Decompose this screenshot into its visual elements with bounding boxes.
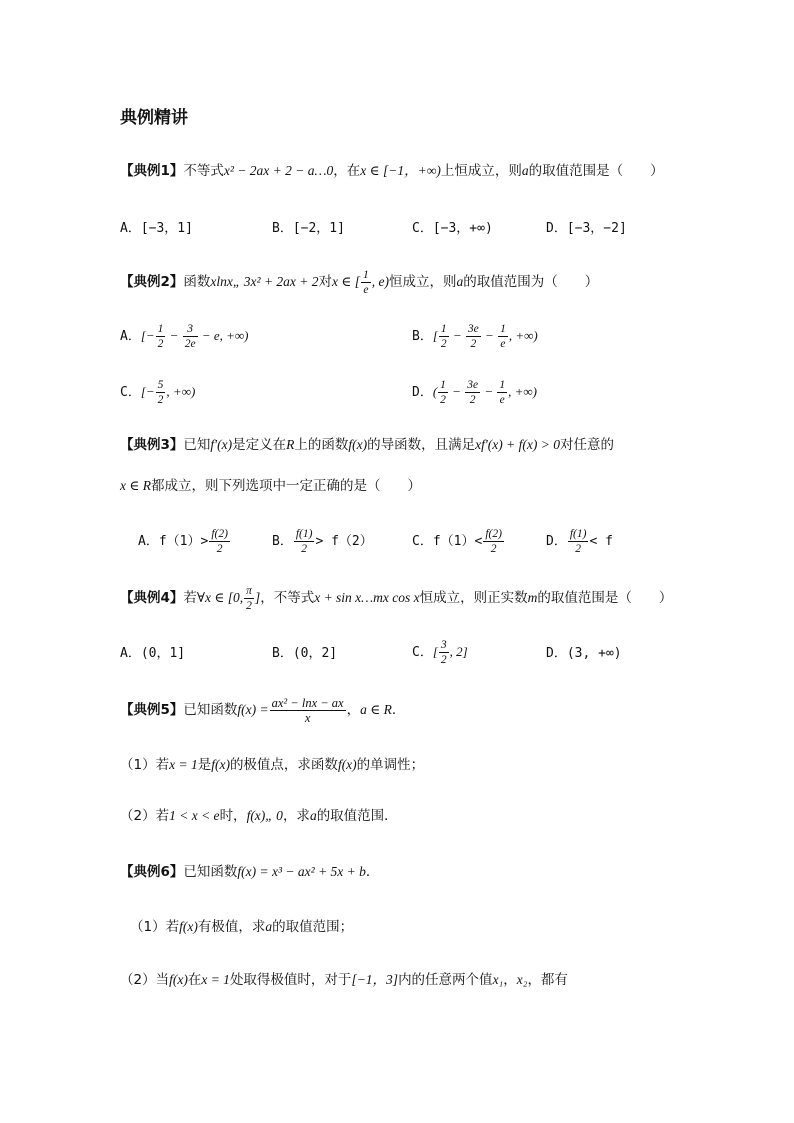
example-3-tag: 【典例3】 (120, 437, 184, 453)
example-4-option-a[interactable]: A．(0，1] (120, 646, 186, 661)
example-6-part-2: （2）当f(x)在x = 1处取得极值时，对于[−1，3]内的任意两个值x₁，x₂，都有 (120, 972, 568, 988)
example-5-part-1: （1）若x = 1是f(x)的极值点，求函数f(x)的单调性； (120, 757, 425, 773)
example-2-inequality: xlnx„ 3x² + 2ax + 2 (210, 274, 319, 289)
example-3-question-line-1: 【典例3】已知f′(x)是定义在R上的函数f(x)的导函数，且满足xf′(x) + f(x) > 0对任意的 (120, 437, 614, 453)
example-1-text: ，在 (333, 163, 361, 179)
example-6-question: 【典例6】已知函数f(x) = x³ − ax² + 5x + b． (120, 864, 380, 880)
example-3-option-d[interactable]: D． $\frac{f(1)}{2}$ < f (546, 528, 613, 555)
example-2-domain-fraction: $\frac{1}{e}$ (363, 269, 369, 296)
example-2-option-d[interactable]: D．( $\frac{1}{2}$ − $\frac{3e}{2}$ − $\frac{1}{e}$ , +∞) (412, 379, 537, 406)
example-1-text: 不等式 (183, 163, 224, 179)
example-2-domain: , e) (371, 274, 390, 289)
example-4-tag: 【典例4】 (120, 590, 184, 606)
example-4-question: 【典例4】若∀x ∈ [0, $\frac{\pi}{2}$ ]，不等式x + sin x…mx cos x恒成立，则正实数m的取值范围是（ ） (120, 585, 673, 612)
example-2-option-b[interactable]: B．[ $\frac{1}{2}$ − $\frac{3e}{2}$ − $\frac{1}{e}$ , +∞) (412, 323, 538, 350)
example-2-option-c[interactable]: C．[− $\frac{5}{2}$ , +∞) (120, 379, 196, 406)
example-3-option-c[interactable]: C．f（1）< $\frac{f(2)}{2}$ (412, 528, 502, 555)
example-1-option-b[interactable]: B．[−2，1] (272, 221, 345, 236)
example-1-variable: a (521, 163, 529, 178)
example-5-question: 【典例5】已知函数f(x) = $\frac{\text{ax² − lnx − ax}}{x}$ ，a ∈ R． (120, 696, 406, 725)
example-5-tag: 【典例5】 (120, 702, 184, 718)
example-6-tag: 【典例6】 (120, 864, 184, 880)
example-3-question-line-2: x ∈ R都成立，则下列选项中一定正确的是（ ） (120, 478, 421, 494)
example-1-option-d[interactable]: D．[−3，−2] (546, 221, 627, 236)
example-1-text: 的取值范围是（ ） (528, 163, 664, 179)
example-1-option-a[interactable]: A．[−3，1] (120, 221, 193, 236)
example-4-option-c[interactable]: C．[ $\frac{3}{2}$ , 2] (412, 639, 468, 666)
example-1-question (120, 161, 664, 181)
example-2-variable: a (456, 274, 464, 289)
example-1-domain: x ∈ [−1，+∞) (360, 163, 441, 178)
example-2-question (120, 268, 598, 297)
example-2-text: 函数 (183, 274, 211, 290)
example-4-option-b[interactable]: B．(0，2] (272, 646, 338, 661)
example-2-text: 的取值范围为（ ） (463, 274, 599, 290)
example-1-text: 上恒成立，则 (440, 163, 522, 179)
example-1-inequality: x² − 2ax + 2 − a…0 (223, 163, 334, 178)
example-3-option-a[interactable]: A．f（1）> $\frac{f(2)}{2}$ (138, 528, 228, 555)
example-1-tag: 【典例1】 (120, 163, 184, 179)
example-5-part-2: （2）若1 < x < e时，f(x)„ 0，求a的取值范围． (120, 808, 398, 824)
example-2-domain: x ∈ [ (332, 274, 361, 289)
section-heading: 典例精讲 (120, 108, 188, 128)
example-3-option-b[interactable]: B． $\frac{f(1)}{2}$ > f（2） (272, 528, 373, 555)
example-4-option-d[interactable]: D．(3, +∞) (546, 646, 622, 661)
example-2-tag: 【典例2】 (120, 274, 184, 290)
example-2-option-a[interactable]: A．[− $\frac{1}{2}$ − $\frac{3}{2e}$ − e, +∞) (120, 323, 249, 350)
example-1-option-c[interactable]: C．[−3，+∞) (412, 221, 493, 236)
example-2-text: 恒成立，则 (389, 274, 457, 290)
example-6-part-1: （1）若f(x)有极值，求a的取值范围； (130, 919, 354, 935)
example-2-text: 对 (318, 274, 333, 290)
